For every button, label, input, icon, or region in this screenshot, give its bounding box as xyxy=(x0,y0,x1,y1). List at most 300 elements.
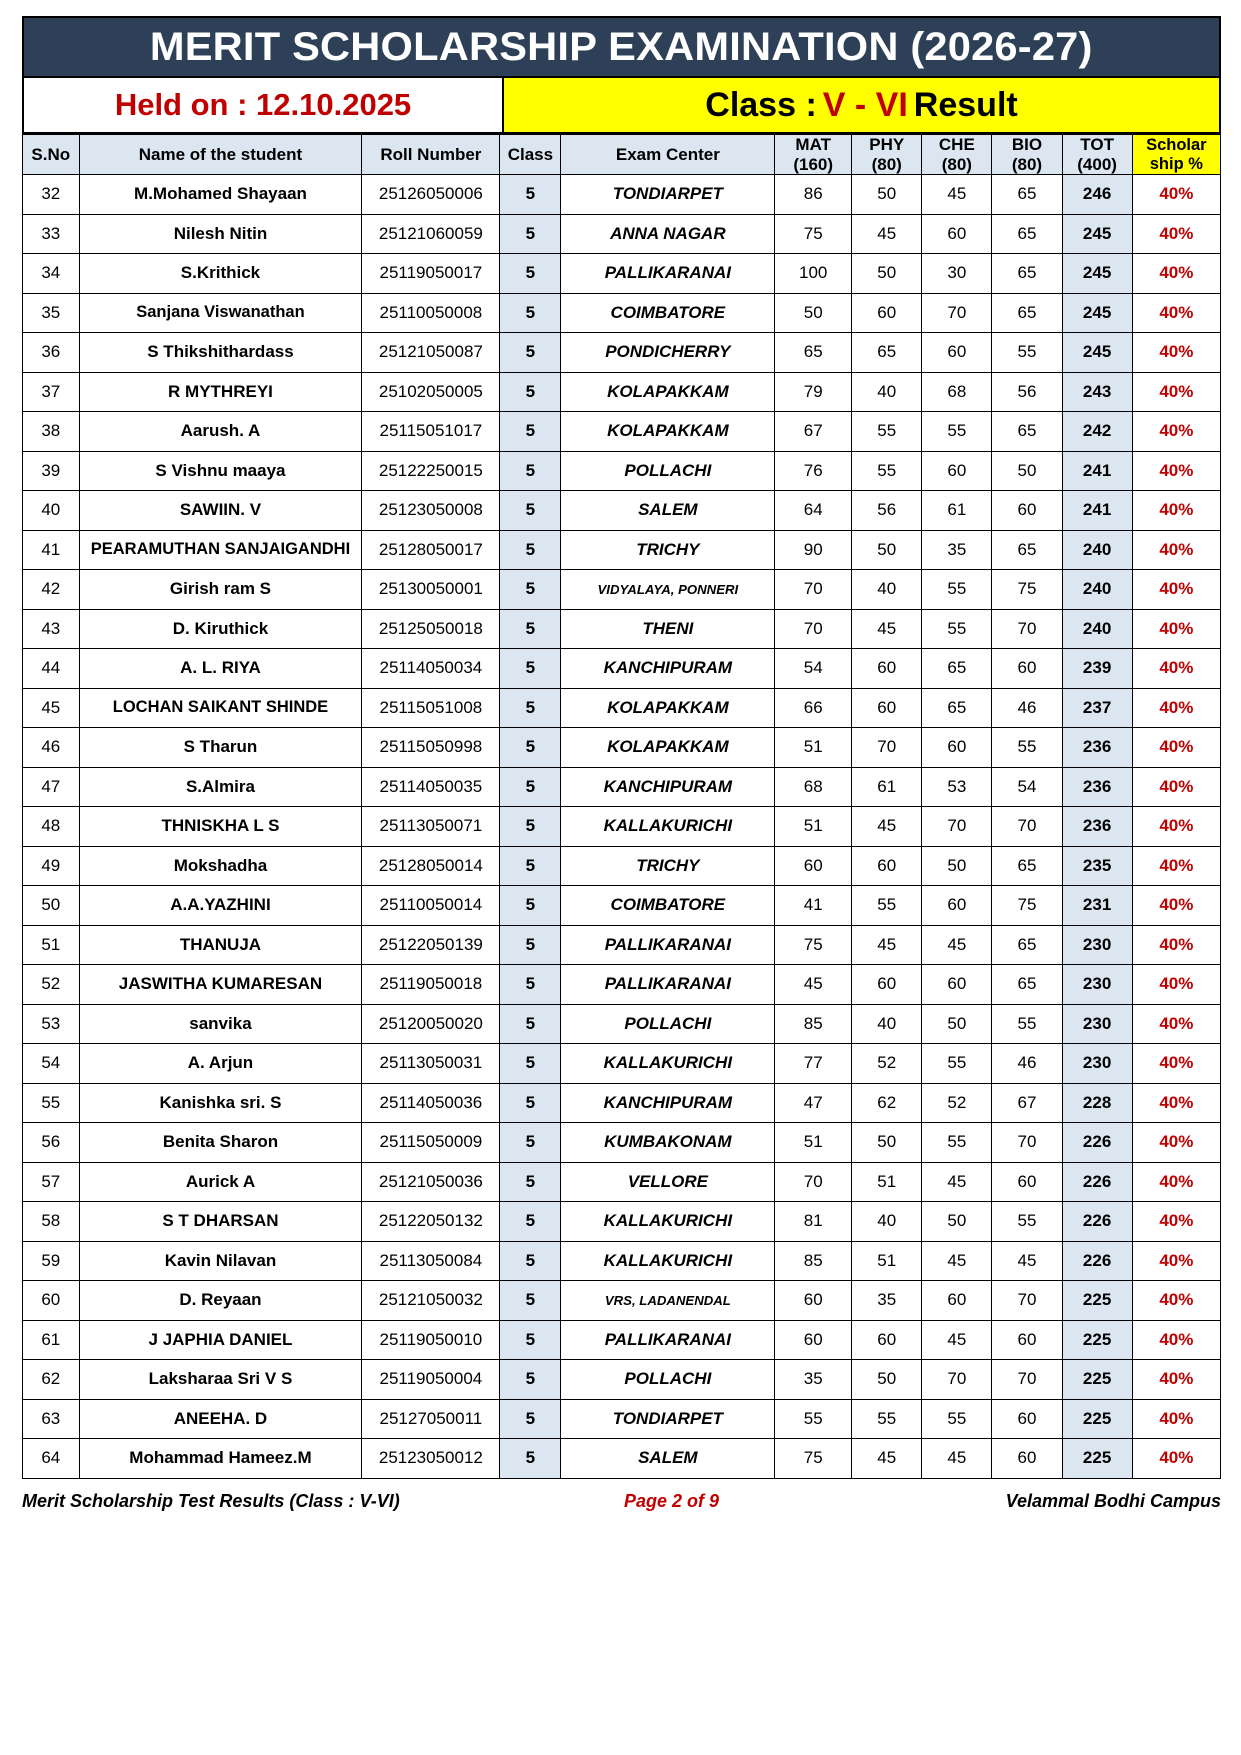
cell-class: 5 xyxy=(500,1320,561,1360)
cell-mat-score: 75 xyxy=(775,214,852,254)
cell-serial-number: 40 xyxy=(23,491,80,531)
cell-exam-center: KOLAPAKKAM xyxy=(561,688,775,728)
cell-serial-number: 49 xyxy=(23,846,80,886)
cell-exam-center: KALLAKURICHI xyxy=(561,807,775,847)
cell-exam-center: ANNA NAGAR xyxy=(561,214,775,254)
cell-scholarship-percent: 40% xyxy=(1132,333,1220,373)
table-row xyxy=(23,451,1221,491)
cell-student-name: Nilesh Nitin xyxy=(79,214,362,254)
cell-student-name: Benita Sharon xyxy=(79,1123,362,1163)
table-row xyxy=(23,609,1221,649)
cell-bio-score: 65 xyxy=(992,846,1062,886)
cell-mat-score: 60 xyxy=(775,846,852,886)
cell-total-score: 239 xyxy=(1062,649,1132,689)
cell-mat-score: 51 xyxy=(775,807,852,847)
column-header-class-label: Class xyxy=(507,144,554,164)
cell-scholarship-percent: 40% xyxy=(1132,451,1220,491)
table-row xyxy=(23,254,1221,294)
cell-serial-number: 55 xyxy=(23,1083,80,1123)
cell-phy-score: 51 xyxy=(852,1162,922,1202)
cell-serial-number: 34 xyxy=(23,254,80,294)
cell-phy-score: 40 xyxy=(852,1202,922,1242)
cell-roll-number: 25123050008 xyxy=(362,491,500,531)
cell-student-name: LOCHAN SAIKANT SHINDE xyxy=(79,688,362,728)
cell-mat-score: 70 xyxy=(775,1162,852,1202)
cell-total-score: 230 xyxy=(1062,1044,1132,1084)
cell-class: 5 xyxy=(500,451,561,491)
column-header-che-label: CHE xyxy=(938,135,975,154)
cell-student-name: sanvika xyxy=(79,1004,362,1044)
cell-exam-center: PONDICHERRY xyxy=(561,333,775,373)
cell-che-score: 60 xyxy=(922,886,992,926)
cell-student-name: JASWITHA KUMARESAN xyxy=(79,965,362,1005)
table-row xyxy=(23,491,1221,531)
cell-serial-number: 44 xyxy=(23,649,80,689)
cell-class: 5 xyxy=(500,1202,561,1242)
cell-exam-center: THENI xyxy=(561,609,775,649)
cell-che-score: 65 xyxy=(922,688,992,728)
cell-che-score: 70 xyxy=(922,1360,992,1400)
cell-phy-score: 45 xyxy=(852,214,922,254)
cell-exam-center: KOLAPAKKAM xyxy=(561,412,775,452)
cell-exam-center: KANCHIPURAM xyxy=(561,1083,775,1123)
footer-document-title: Merit Scholarship Test Results (Class : V-VI) xyxy=(22,1490,400,1511)
column-header-mat-label: MAT xyxy=(795,135,831,154)
cell-student-name: S.Almira xyxy=(79,767,362,807)
results-table xyxy=(22,134,1221,1479)
cell-bio-score: 65 xyxy=(992,254,1062,294)
cell-roll-number: 25115050009 xyxy=(362,1123,500,1163)
cell-student-name: Kanishka sri. S xyxy=(79,1083,362,1123)
cell-roll-number: 25102050005 xyxy=(362,372,500,412)
cell-total-score: 242 xyxy=(1062,412,1132,452)
cell-scholarship-percent: 40% xyxy=(1132,609,1220,649)
cell-roll-number: 25119050010 xyxy=(362,1320,500,1360)
cell-bio-score: 60 xyxy=(992,1320,1062,1360)
cell-student-name: Sanjana Viswanathan xyxy=(79,293,362,333)
table-row xyxy=(23,807,1221,847)
table-row xyxy=(23,1241,1221,1281)
cell-student-name: Girish ram S xyxy=(79,570,362,610)
cell-scholarship-percent: 40% xyxy=(1132,1360,1220,1400)
cell-mat-score: 66 xyxy=(775,688,852,728)
cell-mat-score: 47 xyxy=(775,1083,852,1123)
cell-exam-center: POLLACHI xyxy=(561,1004,775,1044)
table-row xyxy=(23,1044,1221,1084)
cell-bio-score: 70 xyxy=(992,1360,1062,1400)
cell-total-score: 240 xyxy=(1062,609,1132,649)
column-header-center xyxy=(561,135,775,175)
cell-class: 5 xyxy=(500,491,561,531)
cell-total-score: 236 xyxy=(1062,728,1132,768)
cell-phy-score: 62 xyxy=(852,1083,922,1123)
cell-che-score: 50 xyxy=(922,1202,992,1242)
cell-total-score: 230 xyxy=(1062,1004,1132,1044)
column-header-che-max: (80) xyxy=(941,154,972,174)
cell-class: 5 xyxy=(500,254,561,294)
cell-roll-number: 25130050001 xyxy=(362,570,500,610)
cell-student-name: SAWIIN. V xyxy=(79,491,362,531)
cell-bio-score: 75 xyxy=(992,570,1062,610)
cell-bio-score: 60 xyxy=(992,491,1062,531)
cell-bio-score: 55 xyxy=(992,728,1062,768)
page-footer xyxy=(22,1491,1221,1512)
cell-total-score: 245 xyxy=(1062,293,1132,333)
cell-che-score: 30 xyxy=(922,254,992,294)
cell-phy-score: 56 xyxy=(852,491,922,531)
cell-scholarship-percent: 40% xyxy=(1132,728,1220,768)
cell-serial-number: 35 xyxy=(23,293,80,333)
cell-class: 5 xyxy=(500,1044,561,1084)
cell-bio-score: 54 xyxy=(992,767,1062,807)
cell-student-name: S Thikshithardass xyxy=(79,333,362,373)
cell-bio-score: 65 xyxy=(992,412,1062,452)
column-header-phy xyxy=(852,135,922,175)
column-header-sno-label: S.No xyxy=(31,144,71,164)
cell-scholarship-percent: 40% xyxy=(1132,886,1220,926)
cell-roll-number: 25110050014 xyxy=(362,886,500,926)
cell-scholarship-percent: 40% xyxy=(1132,1399,1220,1439)
table-row xyxy=(23,1202,1221,1242)
cell-mat-score: 55 xyxy=(775,1399,852,1439)
cell-serial-number: 56 xyxy=(23,1123,80,1163)
cell-exam-center: TONDIARPET xyxy=(561,175,775,215)
cell-exam-center: KANCHIPURAM xyxy=(561,767,775,807)
cell-serial-number: 62 xyxy=(23,1360,80,1400)
cell-mat-score: 35 xyxy=(775,1360,852,1400)
table-row xyxy=(23,1281,1221,1321)
cell-class: 5 xyxy=(500,214,561,254)
cell-roll-number: 25127050011 xyxy=(362,1399,500,1439)
column-header-phy-max: (80) xyxy=(871,154,902,174)
cell-mat-score: 60 xyxy=(775,1281,852,1321)
cell-phy-score: 40 xyxy=(852,1004,922,1044)
cell-che-score: 68 xyxy=(922,372,992,412)
cell-che-score: 70 xyxy=(922,807,992,847)
cell-roll-number: 25125050018 xyxy=(362,609,500,649)
cell-mat-score: 54 xyxy=(775,649,852,689)
cell-phy-score: 70 xyxy=(852,728,922,768)
cell-bio-score: 60 xyxy=(992,1439,1062,1479)
table-row xyxy=(23,767,1221,807)
cell-bio-score: 67 xyxy=(992,1083,1062,1123)
cell-che-score: 50 xyxy=(922,846,992,886)
cell-class: 5 xyxy=(500,925,561,965)
cell-phy-score: 45 xyxy=(852,1439,922,1479)
cell-bio-score: 70 xyxy=(992,807,1062,847)
cell-student-name: D. Kiruthick xyxy=(79,609,362,649)
cell-student-name: Aarush. A xyxy=(79,412,362,452)
cell-mat-score: 90 xyxy=(775,530,852,570)
cell-phy-score: 60 xyxy=(852,293,922,333)
column-header-phy-label: PHY xyxy=(869,135,905,154)
cell-class: 5 xyxy=(500,1281,561,1321)
cell-mat-score: 100 xyxy=(775,254,852,294)
cell-mat-score: 81 xyxy=(775,1202,852,1242)
table-row xyxy=(23,1162,1221,1202)
cell-serial-number: 45 xyxy=(23,688,80,728)
cell-roll-number: 25121050036 xyxy=(362,1162,500,1202)
cell-class: 5 xyxy=(500,1241,561,1281)
cell-exam-center: PALLIKARANAI xyxy=(561,925,775,965)
cell-student-name: Aurick A xyxy=(79,1162,362,1202)
table-row xyxy=(23,925,1221,965)
cell-total-score: 235 xyxy=(1062,846,1132,886)
cell-che-score: 61 xyxy=(922,491,992,531)
cell-phy-score: 40 xyxy=(852,570,922,610)
cell-scholarship-percent: 40% xyxy=(1132,1439,1220,1479)
cell-roll-number: 25128050017 xyxy=(362,530,500,570)
cell-mat-score: 85 xyxy=(775,1241,852,1281)
cell-scholarship-percent: 40% xyxy=(1132,1123,1220,1163)
cell-mat-score: 77 xyxy=(775,1044,852,1084)
cell-che-score: 52 xyxy=(922,1083,992,1123)
cell-exam-center: KOLAPAKKAM xyxy=(561,728,775,768)
cell-scholarship-percent: 40% xyxy=(1132,965,1220,1005)
cell-che-score: 55 xyxy=(922,570,992,610)
cell-scholarship-percent: 40% xyxy=(1132,1202,1220,1242)
cell-total-score: 225 xyxy=(1062,1320,1132,1360)
table-row xyxy=(23,886,1221,926)
table-header xyxy=(23,135,1221,175)
cell-phy-score: 40 xyxy=(852,372,922,412)
cell-che-score: 60 xyxy=(922,333,992,373)
cell-roll-number: 25114050035 xyxy=(362,767,500,807)
cell-roll-number: 25113050084 xyxy=(362,1241,500,1281)
cell-class: 5 xyxy=(500,333,561,373)
cell-che-score: 60 xyxy=(922,965,992,1005)
cell-phy-score: 52 xyxy=(852,1044,922,1084)
cell-roll-number: 25121060059 xyxy=(362,214,500,254)
cell-class: 5 xyxy=(500,293,561,333)
cell-che-score: 55 xyxy=(922,1123,992,1163)
cell-phy-score: 45 xyxy=(852,925,922,965)
cell-exam-center: SALEM xyxy=(561,1439,775,1479)
cell-bio-score: 56 xyxy=(992,372,1062,412)
cell-class: 5 xyxy=(500,530,561,570)
cell-exam-center: KOLAPAKKAM xyxy=(561,372,775,412)
cell-class: 5 xyxy=(500,728,561,768)
cell-bio-score: 65 xyxy=(992,293,1062,333)
column-header-scholarship-label: Scholar xyxy=(1146,135,1207,154)
cell-scholarship-percent: 40% xyxy=(1132,807,1220,847)
cell-exam-center: TRICHY xyxy=(561,530,775,570)
cell-student-name: A. L. RIYA xyxy=(79,649,362,689)
cell-serial-number: 39 xyxy=(23,451,80,491)
class-label: Class : xyxy=(705,85,817,124)
column-header-scholarship xyxy=(1132,135,1220,175)
cell-che-score: 70 xyxy=(922,293,992,333)
cell-class: 5 xyxy=(500,1004,561,1044)
column-header-tot-label: TOT xyxy=(1080,135,1114,154)
cell-exam-center: KALLAKURICHI xyxy=(561,1241,775,1281)
cell-che-score: 55 xyxy=(922,1399,992,1439)
cell-roll-number: 25128050014 xyxy=(362,846,500,886)
cell-class: 5 xyxy=(500,1399,561,1439)
cell-che-score: 65 xyxy=(922,649,992,689)
table-row xyxy=(23,965,1221,1005)
cell-scholarship-percent: 40% xyxy=(1132,846,1220,886)
cell-total-score: 228 xyxy=(1062,1083,1132,1123)
cell-phy-score: 51 xyxy=(852,1241,922,1281)
cell-class: 5 xyxy=(500,1123,561,1163)
column-header-mat-max: (160) xyxy=(793,154,834,174)
cell-total-score: 243 xyxy=(1062,372,1132,412)
cell-exam-center: KANCHIPURAM xyxy=(561,649,775,689)
cell-student-name: S.Krithick xyxy=(79,254,362,294)
cell-roll-number: 25119050017 xyxy=(362,254,500,294)
cell-mat-score: 75 xyxy=(775,925,852,965)
cell-serial-number: 60 xyxy=(23,1281,80,1321)
cell-phy-score: 65 xyxy=(852,333,922,373)
cell-roll-number: 25122050139 xyxy=(362,925,500,965)
cell-bio-score: 75 xyxy=(992,886,1062,926)
column-header-roll-label: Roll Number xyxy=(380,144,482,164)
cell-serial-number: 43 xyxy=(23,609,80,649)
cell-total-score: 241 xyxy=(1062,451,1132,491)
cell-total-score: 237 xyxy=(1062,688,1132,728)
table-row xyxy=(23,688,1221,728)
table-row xyxy=(23,1083,1221,1123)
cell-class: 5 xyxy=(500,175,561,215)
cell-phy-score: 50 xyxy=(852,254,922,294)
cell-exam-center: COIMBATORE xyxy=(561,293,775,333)
column-header-center-label: Exam Center xyxy=(615,144,720,164)
cell-roll-number: 25126050006 xyxy=(362,175,500,215)
cell-phy-score: 55 xyxy=(852,1399,922,1439)
cell-bio-score: 70 xyxy=(992,1123,1062,1163)
cell-bio-score: 60 xyxy=(992,649,1062,689)
cell-roll-number: 25121050032 xyxy=(362,1281,500,1321)
cell-exam-center: VRS, LADANENDAL xyxy=(561,1281,775,1321)
cell-class: 5 xyxy=(500,807,561,847)
cell-mat-score: 50 xyxy=(775,293,852,333)
cell-total-score: 246 xyxy=(1062,175,1132,215)
cell-total-score: 236 xyxy=(1062,807,1132,847)
cell-roll-number: 25115051017 xyxy=(362,412,500,452)
class-value: V - VI xyxy=(822,85,908,124)
table-row xyxy=(23,570,1221,610)
column-header-tot-max: (400) xyxy=(1077,154,1117,174)
cell-exam-center: KALLAKURICHI xyxy=(561,1044,775,1084)
cell-phy-score: 35 xyxy=(852,1281,922,1321)
class-result-cell xyxy=(504,78,1219,132)
column-header-mat xyxy=(775,135,852,175)
cell-mat-score: 67 xyxy=(775,412,852,452)
cell-class: 5 xyxy=(500,1083,561,1123)
cell-class: 5 xyxy=(500,1439,561,1479)
cell-phy-score: 50 xyxy=(852,1360,922,1400)
table-row xyxy=(23,649,1221,689)
cell-total-score: 245 xyxy=(1062,333,1132,373)
table-row xyxy=(23,728,1221,768)
cell-che-score: 45 xyxy=(922,1241,992,1281)
table-header-row xyxy=(23,135,1221,175)
cell-exam-center: VELLORE xyxy=(561,1162,775,1202)
cell-che-score: 60 xyxy=(922,1281,992,1321)
cell-mat-score: 86 xyxy=(775,175,852,215)
cell-serial-number: 41 xyxy=(23,530,80,570)
cell-total-score: 226 xyxy=(1062,1162,1132,1202)
cell-scholarship-percent: 40% xyxy=(1132,1004,1220,1044)
cell-student-name: A.A.YAZHINI xyxy=(79,886,362,926)
cell-scholarship-percent: 40% xyxy=(1132,175,1220,215)
cell-roll-number: 25114050034 xyxy=(362,649,500,689)
cell-roll-number: 25114050036 xyxy=(362,1083,500,1123)
cell-mat-score: 51 xyxy=(775,1123,852,1163)
cell-che-score: 45 xyxy=(922,175,992,215)
cell-bio-score: 46 xyxy=(992,688,1062,728)
cell-mat-score: 65 xyxy=(775,333,852,373)
cell-roll-number: 25122250015 xyxy=(362,451,500,491)
cell-total-score: 231 xyxy=(1062,886,1132,926)
cell-scholarship-percent: 40% xyxy=(1132,649,1220,689)
cell-che-score: 50 xyxy=(922,1004,992,1044)
cell-scholarship-percent: 40% xyxy=(1132,1241,1220,1281)
cell-exam-center: PALLIKARANAI xyxy=(561,965,775,1005)
cell-serial-number: 54 xyxy=(23,1044,80,1084)
table-row xyxy=(23,372,1221,412)
footer-page-number: Page 2 of 9 xyxy=(623,1490,720,1511)
cell-exam-center: PALLIKARANAI xyxy=(561,1320,775,1360)
cell-exam-center: TONDIARPET xyxy=(561,1399,775,1439)
cell-mat-score: 64 xyxy=(775,491,852,531)
cell-serial-number: 64 xyxy=(23,1439,80,1479)
cell-scholarship-percent: 40% xyxy=(1132,491,1220,531)
cell-serial-number: 53 xyxy=(23,1004,80,1044)
cell-phy-score: 45 xyxy=(852,609,922,649)
cell-exam-center: POLLACHI xyxy=(561,451,775,491)
column-header-che xyxy=(922,135,992,175)
table-row xyxy=(23,846,1221,886)
cell-bio-score: 65 xyxy=(992,530,1062,570)
column-header-bio-label: BIO xyxy=(1011,135,1043,154)
cell-phy-score: 60 xyxy=(852,649,922,689)
cell-class: 5 xyxy=(500,688,561,728)
cell-total-score: 245 xyxy=(1062,254,1132,294)
cell-student-name: Mohammad Hameez.M xyxy=(79,1439,362,1479)
cell-total-score: 226 xyxy=(1062,1202,1132,1242)
cell-total-score: 225 xyxy=(1062,1439,1132,1479)
column-header-scholarship-sub: ship % xyxy=(1149,154,1203,173)
cell-student-name: J JAPHIA DANIEL xyxy=(79,1320,362,1360)
cell-roll-number: 25123050012 xyxy=(362,1439,500,1479)
cell-bio-score: 60 xyxy=(992,1162,1062,1202)
cell-student-name: A. Arjun xyxy=(79,1044,362,1084)
cell-exam-center: POLLACHI xyxy=(561,1360,775,1400)
table-row xyxy=(23,1123,1221,1163)
table-row xyxy=(23,1399,1221,1439)
table-row xyxy=(23,293,1221,333)
column-header-roll xyxy=(362,135,500,175)
table-row xyxy=(23,333,1221,373)
cell-class: 5 xyxy=(500,886,561,926)
cell-class: 5 xyxy=(500,1162,561,1202)
cell-student-name: S T DHARSAN xyxy=(79,1202,362,1242)
column-header-class xyxy=(500,135,561,175)
cell-bio-score: 65 xyxy=(992,214,1062,254)
table-body xyxy=(23,175,1221,1479)
column-header-tot xyxy=(1062,135,1132,175)
cell-bio-score: 65 xyxy=(992,925,1062,965)
cell-bio-score: 70 xyxy=(992,609,1062,649)
cell-phy-score: 60 xyxy=(852,965,922,1005)
cell-roll-number: 25121050087 xyxy=(362,333,500,373)
exam-title-banner xyxy=(22,16,1221,78)
footer-institution: Velammal Bodhi Campus xyxy=(1005,1490,1221,1511)
cell-bio-score: 65 xyxy=(992,965,1062,1005)
cell-exam-center: KUMBAKONAM xyxy=(561,1123,775,1163)
